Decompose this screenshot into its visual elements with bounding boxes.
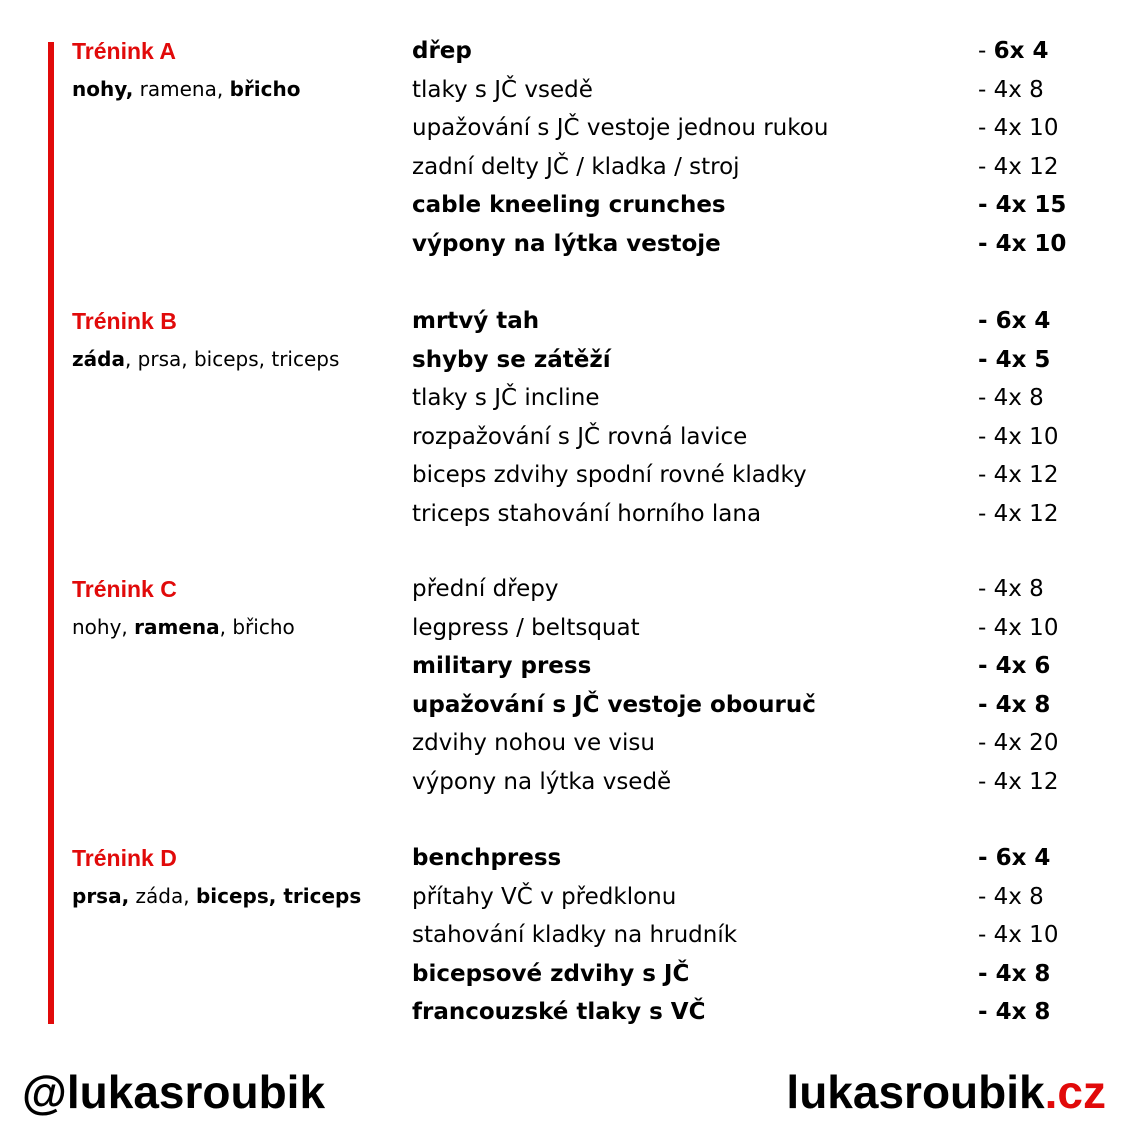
exercise-sets (978, 999, 1050, 1025)
exercise-name: přední dřepy (412, 576, 559, 602)
exercise-sets (978, 154, 1058, 180)
exercise-name: shyby se zátěží (412, 346, 611, 373)
sets-dash: - (978, 346, 996, 373)
sets-value: 4x 12 (993, 153, 1059, 180)
sets-dash: - (978, 153, 994, 180)
exercise-name: upažování s JČ vestoje obouruč (412, 691, 816, 718)
sets-dash: - (978, 922, 994, 948)
block-title: Trénink B (72, 308, 177, 334)
muscle-groups (72, 614, 295, 640)
sets-dash: - (978, 423, 994, 450)
website-tld: .cz (1044, 1066, 1106, 1118)
exercise-name: biceps zdvihy spodní rovné kladky (412, 462, 807, 488)
sets-value: 6x 4 (995, 308, 1051, 334)
muscle-group-text: ramena, (133, 77, 230, 101)
sets-dash: - (978, 730, 994, 756)
exercise-name: rozpažování s JČ rovná lavice (412, 423, 748, 450)
exercise-name: tlaky s JČ incline (412, 385, 600, 411)
exercise-name: francouzské tlaky s VČ (412, 999, 706, 1025)
exercise-sets (978, 115, 1058, 141)
muscle-group-text: nohy, (72, 615, 135, 639)
sets-value: 4x 8 (995, 960, 1051, 987)
exercise-sets (978, 576, 1044, 602)
exercise-name: benchpress (412, 845, 562, 871)
sets-value: 4x 15 (995, 192, 1067, 218)
sets-value: 4x 12 (993, 768, 1059, 795)
sets-value: 4x 8 (993, 76, 1044, 103)
sets-value: 4x 10 (993, 423, 1059, 450)
exercise-sets (978, 77, 1044, 103)
exercise-name: upažování s JČ vestoje jednou rukou (412, 115, 829, 141)
exercise-name: zadní delty JČ / kladka / stroj (412, 153, 740, 180)
exercise-sets (978, 961, 1050, 987)
sets-dash: - (978, 883, 994, 910)
sets-value: 4x 5 (995, 346, 1051, 373)
muscle-group-text: záda, (129, 884, 196, 908)
sets-value: 4x 10 (993, 614, 1059, 641)
exercise-name: tlaky s JČ vsedě (412, 76, 593, 103)
instagram-handle: @lukasroubik (22, 1066, 326, 1118)
muscle-group-text: záda (72, 347, 125, 371)
exercise-name: výpony na lýtka vestoje (412, 230, 721, 257)
sets-dash: - (978, 691, 996, 718)
muscle-group-text: ramena (134, 615, 220, 639)
sets-dash: - (978, 115, 994, 141)
exercise-sets (978, 231, 1066, 257)
muscle-groups (72, 883, 361, 909)
muscle-group-text: břicho (229, 77, 301, 101)
exercise-name: dřep (412, 38, 472, 64)
exercise-name: military press (412, 653, 592, 679)
exercise-sets (978, 462, 1058, 488)
sets-dash: - (978, 38, 994, 64)
sets-value: 4x 10 (995, 230, 1067, 257)
sets-value: 4x 8 (995, 999, 1051, 1025)
sets-dash: - (978, 308, 996, 334)
sets-value: 4x 8 (995, 691, 1051, 718)
muscle-groups (72, 76, 300, 102)
sets-dash: - (978, 614, 994, 641)
muscle-group-text: , břicho (219, 615, 295, 639)
exercise-name: zdvihy nohou ve visu (412, 730, 655, 756)
exercise-sets (978, 501, 1058, 527)
sets-value: 6x 4 (995, 845, 1051, 871)
exercise-name: triceps stahování horního lana (412, 500, 762, 527)
sets-value: 4x 12 (993, 500, 1059, 527)
sets-value: 4x 10 (993, 922, 1059, 948)
sets-value: 6x 4 (993, 38, 1049, 64)
muscle-group-text: biceps, triceps (195, 884, 362, 908)
exercise-sets (978, 308, 1050, 334)
sets-dash: - (978, 192, 996, 218)
block-title: Trénink D (72, 845, 177, 871)
sets-dash: - (978, 230, 996, 257)
block-title: Trénink C (72, 576, 177, 602)
sets-value: 4x 8 (993, 576, 1044, 602)
exercise-sets (978, 845, 1050, 871)
sets-value: 4x 12 (993, 462, 1059, 488)
exercise-sets (978, 884, 1044, 910)
website-name (786, 1064, 1106, 1120)
sets-dash: - (978, 653, 996, 679)
sets-dash: - (978, 576, 994, 602)
website-domain: lukasroubik (786, 1066, 1045, 1118)
exercise-sets (978, 922, 1058, 948)
exercise-sets (978, 347, 1050, 373)
sets-dash: - (978, 999, 996, 1025)
sets-dash: - (978, 960, 996, 987)
accent-bar (48, 42, 54, 1024)
block-title: Trénink A (72, 38, 176, 64)
exercise-name: legpress / beltsquat (412, 614, 640, 641)
exercise-sets (978, 192, 1066, 218)
exercise-name: cable kneeling crunches (412, 192, 726, 218)
sets-dash: - (978, 462, 994, 488)
sets-dash: - (978, 385, 994, 411)
sets-dash: - (978, 768, 994, 795)
sets-dash: - (978, 845, 996, 871)
exercise-sets (978, 730, 1058, 756)
sets-value: 4x 10 (993, 115, 1059, 141)
muscle-group-text: nohy, (72, 77, 134, 101)
muscle-groups (72, 346, 339, 372)
sets-value: 4x 8 (993, 883, 1044, 910)
sets-value: 4x 6 (995, 653, 1051, 679)
exercise-sets (978, 385, 1044, 411)
muscle-group-text: , prsa, biceps, triceps (124, 347, 340, 371)
exercise-sets (978, 38, 1048, 64)
exercise-sets (978, 615, 1058, 641)
sets-value: 4x 8 (993, 385, 1044, 411)
exercise-name: stahování kladky na hrudník (412, 922, 738, 948)
sets-dash: - (978, 76, 994, 103)
exercise-sets (978, 424, 1058, 450)
muscle-group-text: prsa, (72, 884, 130, 908)
exercise-name: přítahy VČ v předklonu (412, 883, 677, 910)
exercise-name: mrtvý tah (412, 308, 540, 334)
exercise-sets (978, 653, 1050, 679)
sets-dash: - (978, 500, 994, 527)
sets-value: 4x 20 (993, 730, 1059, 756)
exercise-sets (978, 769, 1058, 795)
exercise-name: výpony na lýtka vsedě (412, 768, 672, 795)
exercise-sets (978, 692, 1050, 718)
exercise-name: bicepsové zdvihy s JČ (412, 960, 690, 987)
